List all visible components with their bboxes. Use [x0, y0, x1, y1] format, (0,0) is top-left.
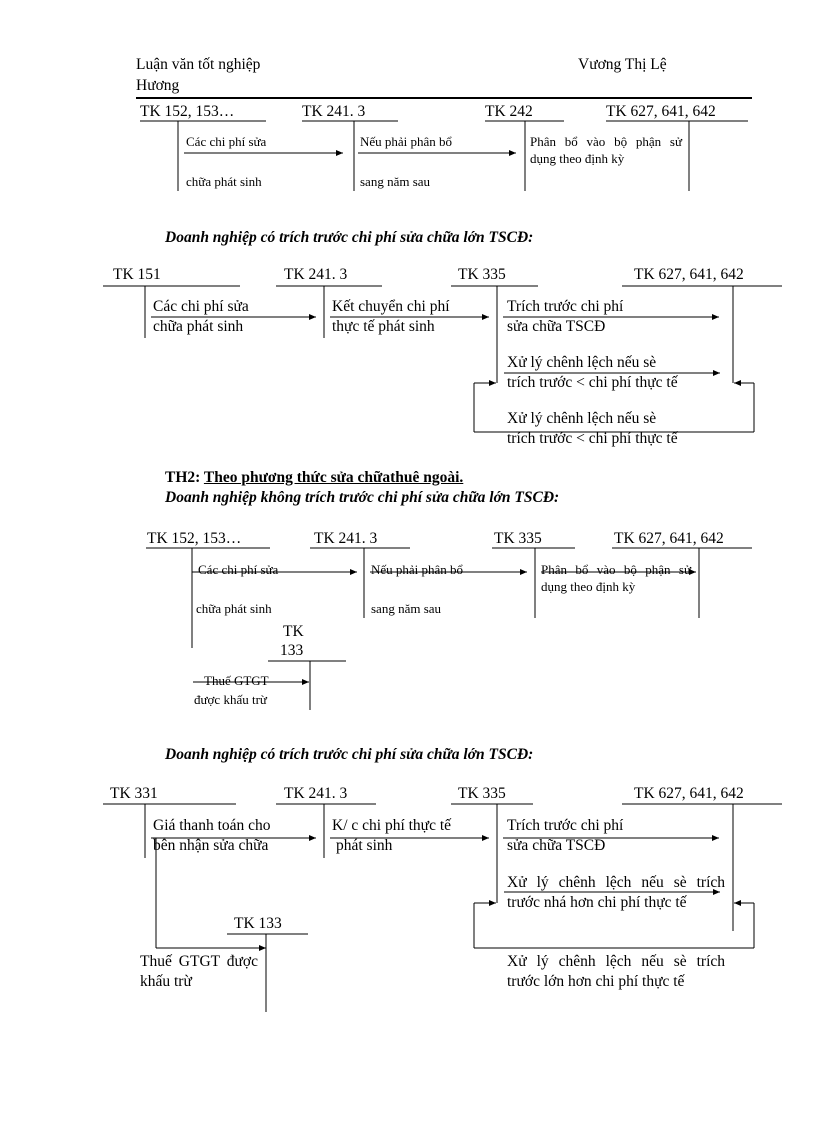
account-label: TK 335 — [458, 785, 506, 802]
account-label-tk133: TK — [283, 623, 304, 640]
entry-text: Các chi phí sửa — [186, 134, 267, 149]
case-title: Theo phương thức sửa chữathuê ngoài. — [203, 469, 464, 486]
entry-text: K/ c chi phí thực tế — [332, 817, 452, 834]
entry-text: chữa phát sinh — [153, 318, 244, 335]
account-label-tk133: 133 — [280, 642, 304, 659]
account-label: TK 627, 641, 642 — [614, 530, 724, 547]
entry-text: phát sinh — [336, 837, 393, 854]
entry-text: Các chi phí sửa — [153, 298, 249, 315]
entry-text: trích trước < chi phí thực tế — [507, 430, 678, 447]
entry-text: Xử lý chênh lệch nếu sè trích trước nhá hơn chi phí thực tế — [507, 874, 725, 911]
entry-text: sang năm sau — [371, 601, 442, 616]
entry-text: sửa chữa TSCĐ — [507, 318, 606, 335]
entry-text: sửa chữa TSCĐ — [507, 837, 606, 854]
entry-text: Xử lý chênh lệch nếu sè trích trước lớn hơn chi phí thực tế — [507, 953, 725, 990]
account-label: TK 152, 153… — [147, 530, 242, 547]
entry-text: Thuế GTGT — [204, 673, 269, 688]
account-label: TK 241. 3 — [314, 530, 378, 547]
entry-text: Nếu phải phân bổ — [360, 134, 453, 149]
entry-text: sang năm sau — [360, 174, 431, 189]
account-label: TK 335 — [494, 530, 542, 547]
entry-text: Các chi phí sửa — [198, 562, 279, 577]
account-label: TK 627, 641, 642 — [606, 103, 716, 120]
account-label: TK 331 — [110, 785, 158, 802]
entry-text: Thuế GTGT được khấu trừ — [140, 953, 258, 990]
entry-text: trích trước < chi phí thực tế — [507, 374, 678, 391]
entry-text: Trích trước chi phí — [507, 817, 624, 834]
entry-text: Trích trước chi phí — [507, 298, 624, 315]
section-heading: Doanh nghiệp có trích trước chi phí sửa chữa lớn TSCĐ: — [165, 229, 534, 246]
account-label: TK 627, 641, 642 — [634, 266, 744, 283]
entry-text: chữa phát sinh — [196, 601, 272, 616]
section-heading: Doanh nghiệp có trích trước chi phí sửa chữa lớn TSCĐ: — [165, 746, 534, 763]
entry-text: Kết chuyển chi phí — [332, 298, 450, 315]
entry-text: bên nhận sửa chữa — [153, 837, 269, 854]
account-label: TK 627, 641, 642 — [634, 785, 744, 802]
account-label: TK 241. 3 — [284, 266, 348, 283]
header-right: Vương Thị Lệ — [578, 56, 667, 73]
section-heading: Doanh nghiệp không trích trước chi phí sửa chữa lớn TSCĐ: — [165, 489, 560, 506]
entry-text: Phân bổ vào bộ phận sử dụng theo định kỳ — [541, 562, 691, 594]
case-heading — [165, 469, 463, 487]
account-label-tk133: TK 133 — [234, 915, 282, 932]
case-prefix: TH2: — [165, 469, 204, 486]
header-left: Luận văn tốt nghiệp — [136, 56, 261, 73]
account-label: TK 242 — [485, 103, 533, 120]
account-label: TK 335 — [458, 266, 506, 283]
entry-text: Giá thanh toán cho — [153, 817, 271, 834]
entry-text: Xử lý chênh lệch nếu sè — [507, 410, 657, 427]
entry-text: Xử lý chênh lệch nếu sè — [507, 354, 657, 371]
account-label: TK 151 — [113, 266, 161, 283]
entry-text: được khấu trừ — [194, 692, 267, 707]
entry-text: Phân bổ vào bộ phận sử dụng theo định kỳ — [530, 134, 682, 166]
account-label: TK 152, 153… — [140, 103, 235, 120]
entry-text: chữa phát sinh — [186, 174, 262, 189]
header-left-continued: Hương — [136, 77, 180, 94]
entry-text: thực tế phát sinh — [332, 318, 435, 335]
account-label: TK 241. 3 — [284, 785, 348, 802]
entry-text: Nếu phải phân bổ — [371, 562, 464, 577]
account-label: TK 241. 3 — [302, 103, 366, 120]
